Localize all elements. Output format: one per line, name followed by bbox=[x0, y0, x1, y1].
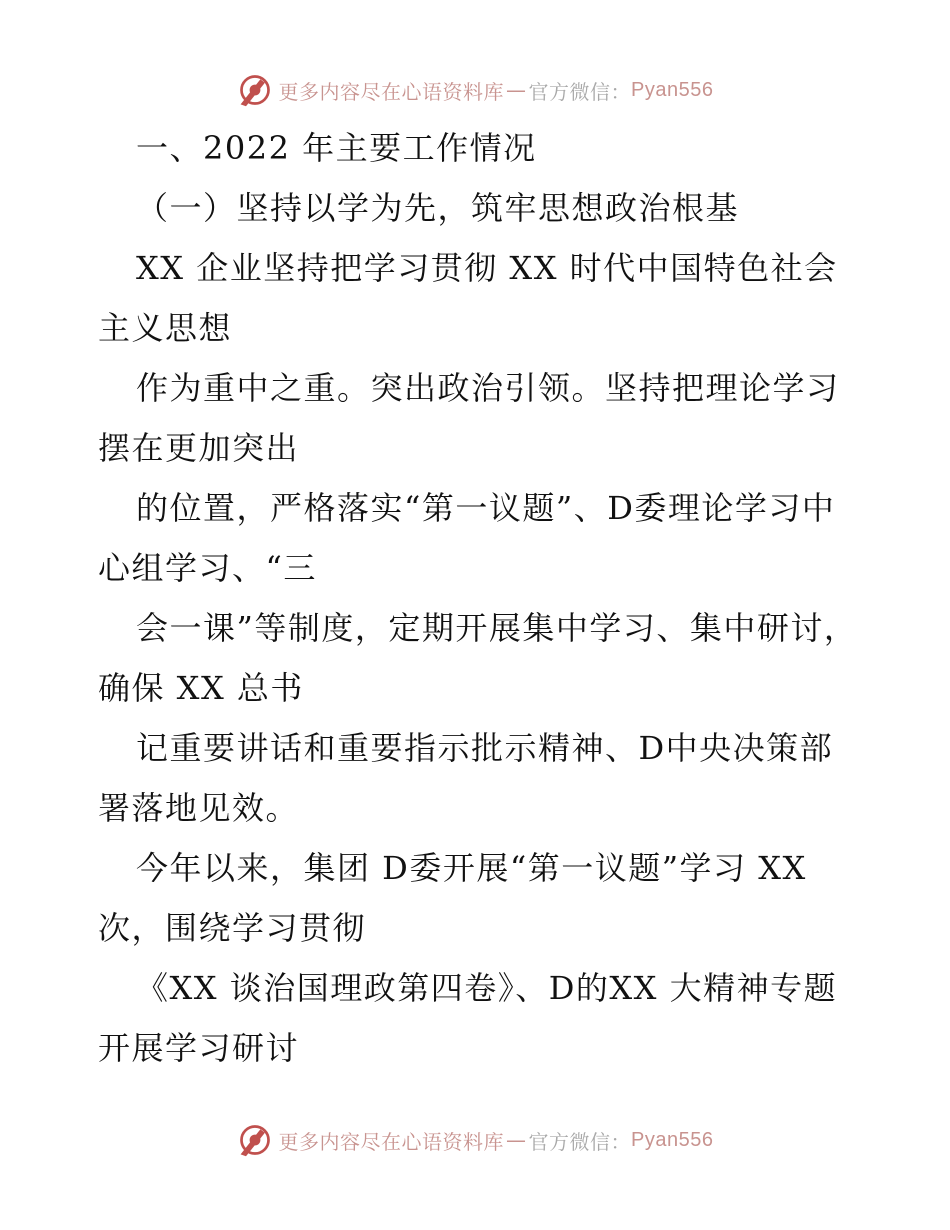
watermark-separator: — bbox=[506, 78, 527, 102]
paragraph-line-5: 记重要讲话和重要指示批示精神、D中央决策部署落地见效。 bbox=[98, 729, 834, 827]
paragraph-line-2: 作为重中之重。突出政治引领。坚持把理论学习摆在更加突出 bbox=[98, 369, 840, 467]
pen-logo-icon bbox=[237, 1122, 273, 1158]
watermark-site-text: 更多内容尽在心语资料库 bbox=[278, 79, 505, 104]
paragraph-line-3: 的位置，严格落实“第一议题”、D委理论学习中心组学习、“三 bbox=[98, 489, 836, 587]
watermark-site-text: 更多内容尽在心语资料库 bbox=[278, 1129, 505, 1154]
header-watermark bbox=[0, 70, 950, 110]
paragraph-line-7: 《XX 谈治国理政第四卷》、D的XX 大精神专题开展学习研讨 bbox=[98, 969, 838, 1067]
paragraph-line-1: XX 企业坚持把学习贯彻 XX 时代中国特色社会主义思想 bbox=[98, 249, 838, 347]
watermark-wechat-id: Pyan556 bbox=[631, 1128, 714, 1151]
watermark-official-label: 官方微信： bbox=[528, 79, 632, 104]
paragraph-line-6: 今年以来，集团 D委开展“第一议题”学习 XX 次，围绕学习贯彻 bbox=[98, 849, 807, 947]
watermark-wechat-id: Pyan556 bbox=[631, 78, 714, 101]
section-subheading: （一）坚持以学为先，筑牢思想政治根基 bbox=[136, 189, 740, 227]
section-heading: 一、2022 年主要工作情况 bbox=[136, 129, 537, 167]
pen-logo-icon bbox=[237, 72, 273, 108]
watermark-official-label: 官方微信： bbox=[528, 1129, 632, 1154]
document-body bbox=[98, 118, 858, 1078]
footer-watermark bbox=[0, 1120, 950, 1160]
watermark-separator: — bbox=[506, 1128, 527, 1152]
paragraph-line-4: 会一课”等制度，定期开展集中学习、集中研讨，确保 XX 总书 bbox=[98, 609, 858, 707]
